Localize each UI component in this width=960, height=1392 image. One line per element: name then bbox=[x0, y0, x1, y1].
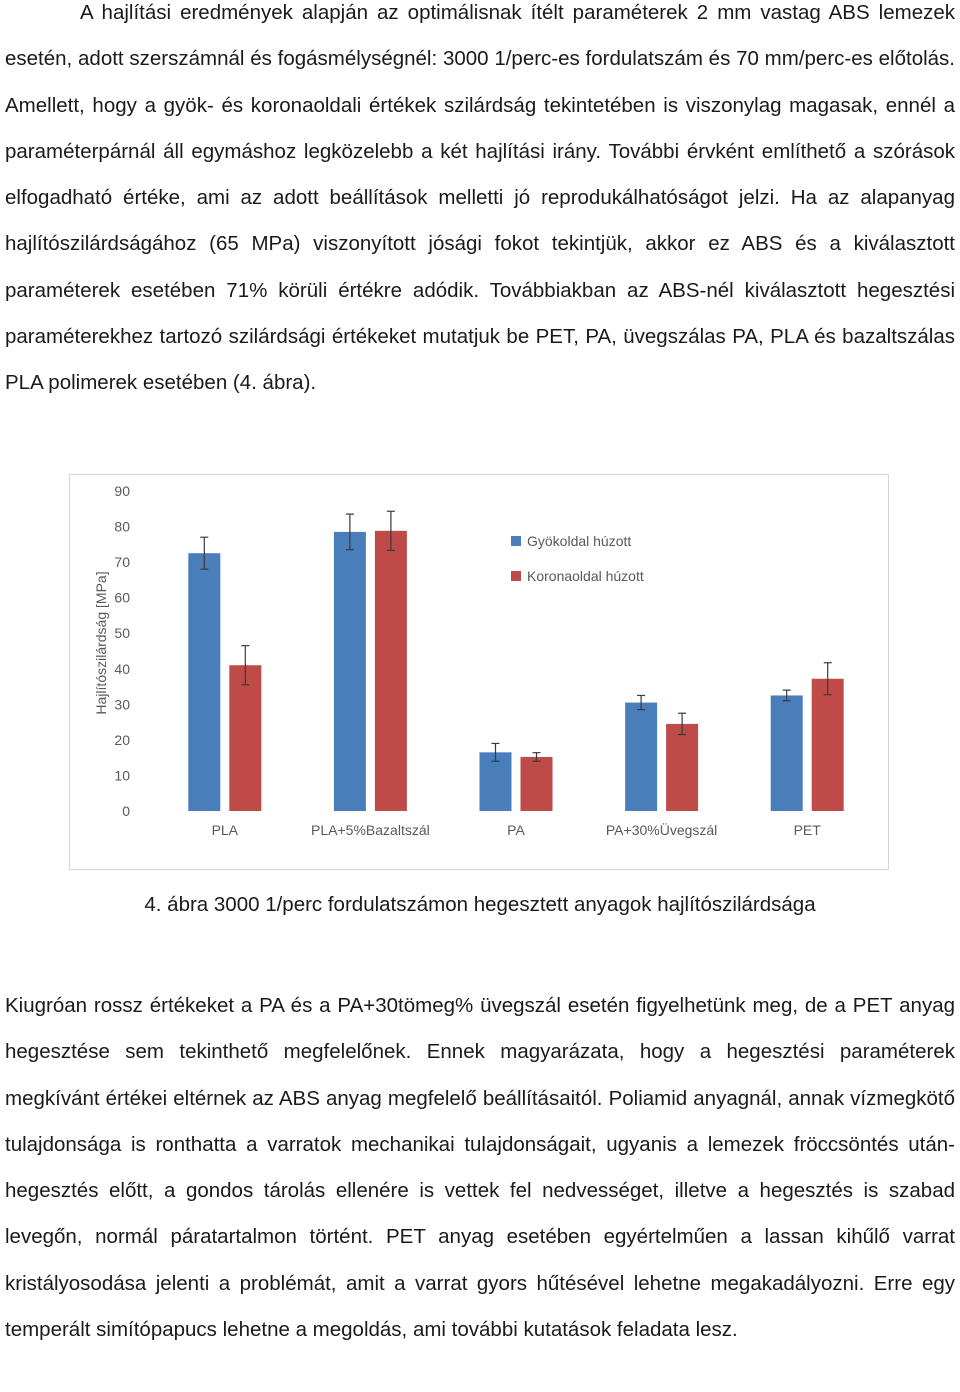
x-category-label: PLA bbox=[211, 822, 239, 838]
legend-swatch bbox=[511, 571, 521, 581]
bar-gyokoldal bbox=[334, 532, 366, 811]
bar-koronaoldal bbox=[375, 531, 407, 811]
y-axis-title: Hajlítószilárdság [MPa] bbox=[93, 571, 109, 715]
bar-koronaoldal bbox=[666, 724, 698, 811]
bar-koronaoldal bbox=[812, 679, 844, 811]
bar-gyokoldal bbox=[771, 695, 803, 811]
y-tick-label: 70 bbox=[114, 554, 130, 571]
y-tick-label: 20 bbox=[114, 731, 130, 748]
bar-chart bbox=[70, 475, 890, 871]
x-category-label: PLA+5%Bazaltszál bbox=[311, 822, 430, 838]
y-tick-label: 30 bbox=[114, 696, 130, 713]
y-tick-label: 80 bbox=[114, 518, 130, 535]
x-category-label: PA bbox=[507, 822, 525, 838]
figure-caption: 4. ábra 3000 1/perc fordulatszámon hegesztett anyagok hajlítószilárdsága bbox=[144, 893, 816, 916]
y-tick-label: 60 bbox=[114, 589, 130, 606]
bar-chart-figure bbox=[69, 474, 889, 870]
y-tick-label: 10 bbox=[114, 767, 130, 784]
legend-label: Gyökoldal húzott bbox=[527, 533, 632, 549]
paragraph-1: A hajlítási eredmények alapján az optimálisnak ítélt paraméterek 2 mm vastag ABS lemezek esetén, adott szerszámnál és fogásmélységnél: 3000 1/perc-es fordulatszám és 70 mm/perc-es előtolás. Amellett, hogy a gyök- és koronaoldali értékek szilárdság tekintetében is viszonylag magasak, ennél a paraméterpárnál áll egymáshoz legközelebb a két hajlítási irány. További érvként említhető a szórások elfogadható értéke, ami az adott beállítások melletti jó reprodukálhatóságot jelzi. Ha az alapanyag hajlítószilárdságához (65 MPa) viszonyított jósági fokot tekintjük, akkor ez ABS és a kiválasztott paraméterek esetében 71% körüli értékre adódik. Továbbiakban az ABS-nél kiválasztott hegesztési paraméterekhez tartozó szilárdsági értékeket mutatjuk be PET, PA, üvegszálas PA, PLA és bazaltszálas PLA polimerek esetében (4. ábra). bbox=[5, 1, 955, 395]
legend-label: Koronaoldal húzott bbox=[527, 568, 644, 584]
paragraph-2: Kiugróan rossz értékeket a PA és a PA+30tömeg% üvegszál esetén figyelhetünk meg, de a PET anyag hegesztése sem tekinthető megfelelőnek. Ennek magyarázata, hogy a hegesztési paraméterek megkívánt értékei eltérnek az ABS anyag megfelelő beállításaitól. Poliamid anyagnál, annak vízmegkötő tulajdonsága is ronthatta a varratok mechanikai tulajdonságait, ugyanis a lemezek fröccsöntés után-hegesztés előtt, a gondos tárolás ellenére is vettek fel nedvességet, illetve a hegesztés is szabad levegőn, normál páratartalmon történt. PET anyag esetében egyértelműen a lassan kihűlő varrat kristályosodása jelenti a problémát, amit a varrat gyors hűtésével lehetne megakadályozni. Erre egy temperált simítópapucs lehetne a megoldás, ami további kutatások feladata lesz. bbox=[5, 994, 955, 1342]
y-tick-label: 0 bbox=[122, 803, 130, 819]
x-category-label: PA+30%Üvegszál bbox=[605, 822, 718, 838]
y-tick-label: 40 bbox=[114, 660, 130, 677]
legend-swatch bbox=[511, 536, 521, 546]
bar-gyokoldal bbox=[188, 553, 220, 811]
bar-gyokoldal bbox=[625, 703, 657, 811]
x-category-label: PET bbox=[793, 822, 821, 838]
bar-koronaoldal bbox=[229, 665, 261, 811]
y-tick-label: 50 bbox=[114, 625, 130, 642]
y-tick-label: 90 bbox=[114, 483, 130, 499]
bar-koronaoldal bbox=[521, 757, 553, 811]
